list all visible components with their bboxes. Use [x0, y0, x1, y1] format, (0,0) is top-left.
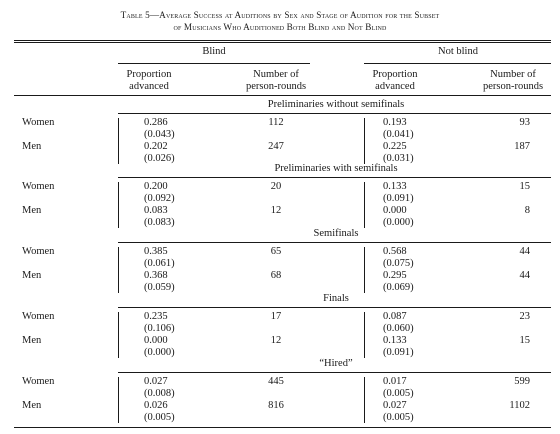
not-blind-person-rounds: 23 [519, 311, 530, 322]
row-label: Women [22, 181, 55, 192]
blind-person-rounds: 68 [270, 270, 282, 281]
not-blind-std-error: (0.041) [383, 129, 414, 140]
not-blind-proportion: 0.133 [383, 335, 407, 346]
section-rule [118, 242, 551, 243]
blind-std-error: (0.061) [144, 258, 175, 269]
cell-border-left-not-blind [364, 182, 365, 228]
not-blind-proportion: 0.000 [383, 205, 407, 216]
not-blind-proportion: 0.017 [383, 376, 407, 387]
blind-person-rounds: 445 [268, 376, 284, 387]
section-rule [118, 113, 551, 114]
blind-person-rounds: 20 [270, 181, 282, 192]
blind-person-rounds: 65 [270, 246, 282, 257]
top-rule [14, 40, 551, 41]
top-rule-second [14, 42, 551, 43]
cell-border-left-not-blind [364, 377, 365, 423]
blind-proportion: 0.235 [144, 311, 168, 322]
cell-border-left-not-blind [364, 312, 365, 358]
blind-std-error: (0.005) [144, 412, 175, 423]
blind-proportion: 0.000 [144, 335, 168, 346]
group-header-not-blind: Not blind [438, 46, 478, 57]
section-title: Semifinals [313, 228, 359, 239]
blind-proportion: 0.368 [144, 270, 168, 281]
cell-border-left-not-blind [364, 118, 365, 164]
section-rule [118, 307, 551, 308]
section-title: Finals [323, 293, 349, 304]
blind-proportion: 0.385 [144, 246, 168, 257]
cell-border-left-blind [118, 377, 119, 423]
blind-person-rounds: 12 [270, 205, 282, 216]
blind-std-error: (0.026) [144, 153, 175, 164]
not-blind-person-rounds: 44 [519, 270, 530, 281]
row-label: Men [22, 205, 42, 216]
caption-line-2: of Musicians Who Auditioned Both Blind and Not Blind [173, 22, 387, 32]
blind-std-error: (0.008) [144, 388, 175, 399]
cell-border-left-blind [118, 182, 119, 228]
col-header-nb-num: Number of person-rounds [482, 69, 544, 92]
blind-proportion: 0.083 [144, 205, 168, 216]
not-blind-proportion: 0.225 [383, 141, 407, 152]
not-blind-std-error: (0.075) [383, 258, 414, 269]
section-rule [118, 177, 551, 178]
row-label: Men [22, 335, 42, 346]
group-underline-not-blind [364, 63, 551, 64]
not-blind-proportion: 0.027 [383, 400, 407, 411]
not-blind-person-rounds: 93 [519, 117, 530, 128]
not-blind-std-error: (0.091) [383, 347, 414, 358]
not-blind-std-error: (0.091) [383, 193, 414, 204]
blind-person-rounds: 816 [268, 400, 284, 411]
blind-proportion: 0.202 [144, 141, 168, 152]
not-blind-person-rounds: 15 [519, 181, 530, 192]
bottom-rule [14, 427, 551, 428]
blind-std-error: (0.059) [144, 282, 175, 293]
blind-std-error: (0.106) [144, 323, 175, 334]
blind-std-error: (0.083) [144, 217, 175, 228]
col-header-nb-prop: Proportion advanced [372, 69, 418, 92]
not-blind-std-error: (0.000) [383, 217, 414, 228]
row-label: Men [22, 270, 42, 281]
blind-std-error: (0.092) [144, 193, 175, 204]
group-header-blind: Blind [202, 46, 226, 57]
not-blind-person-rounds: 1102 [509, 400, 530, 411]
row-label: Women [22, 117, 55, 128]
not-blind-proportion: 0.295 [383, 270, 407, 281]
not-blind-std-error: (0.005) [383, 388, 414, 399]
not-blind-std-error: (0.060) [383, 323, 414, 334]
section-title: Preliminaries without semifinals [267, 99, 405, 110]
blind-proportion: 0.027 [144, 376, 168, 387]
section-title: “Hired” [319, 358, 353, 369]
not-blind-std-error: (0.005) [383, 412, 414, 423]
not-blind-proportion: 0.087 [383, 311, 407, 322]
not-blind-person-rounds: 599 [514, 376, 530, 387]
blind-std-error: (0.000) [144, 347, 175, 358]
blind-proportion: 0.200 [144, 181, 168, 192]
col-header-blind-prop: Proportion advanced [126, 69, 172, 92]
row-label: Women [22, 311, 55, 322]
group-underline-blind [118, 63, 310, 64]
not-blind-proportion: 0.193 [383, 117, 407, 128]
not-blind-std-error: (0.069) [383, 282, 414, 293]
cell-border-left-blind [118, 312, 119, 358]
blind-person-rounds: 17 [270, 311, 282, 322]
caption-line-1: Table 5—Average Success at Auditions by Sex and Stage of Audition for the Subset [120, 10, 440, 20]
row-label: Women [22, 376, 55, 387]
not-blind-person-rounds: 187 [514, 141, 530, 152]
header-rule [14, 95, 551, 96]
not-blind-person-rounds: 44 [519, 246, 530, 257]
row-label: Women [22, 246, 55, 257]
row-label: Men [22, 141, 42, 152]
not-blind-std-error: (0.031) [383, 153, 414, 164]
not-blind-person-rounds: 15 [519, 335, 530, 346]
blind-proportion: 0.026 [144, 400, 168, 411]
section-rule [118, 372, 551, 373]
not-blind-proportion: 0.568 [383, 246, 407, 257]
blind-person-rounds: 12 [270, 335, 282, 346]
blind-person-rounds: 247 [268, 141, 284, 152]
not-blind-person-rounds: 8 [524, 205, 530, 216]
cell-border-left-blind [118, 118, 119, 164]
row-label: Men [22, 400, 42, 411]
not-blind-proportion: 0.133 [383, 181, 407, 192]
cell-border-left-blind [118, 247, 119, 293]
cell-border-left-not-blind [364, 247, 365, 293]
col-header-blind-num: Number of person-rounds [245, 69, 307, 92]
section-title: Preliminaries with semifinals [274, 163, 398, 174]
blind-person-rounds: 112 [268, 117, 284, 128]
blind-proportion: 0.286 [144, 117, 168, 128]
blind-std-error: (0.043) [144, 129, 175, 140]
